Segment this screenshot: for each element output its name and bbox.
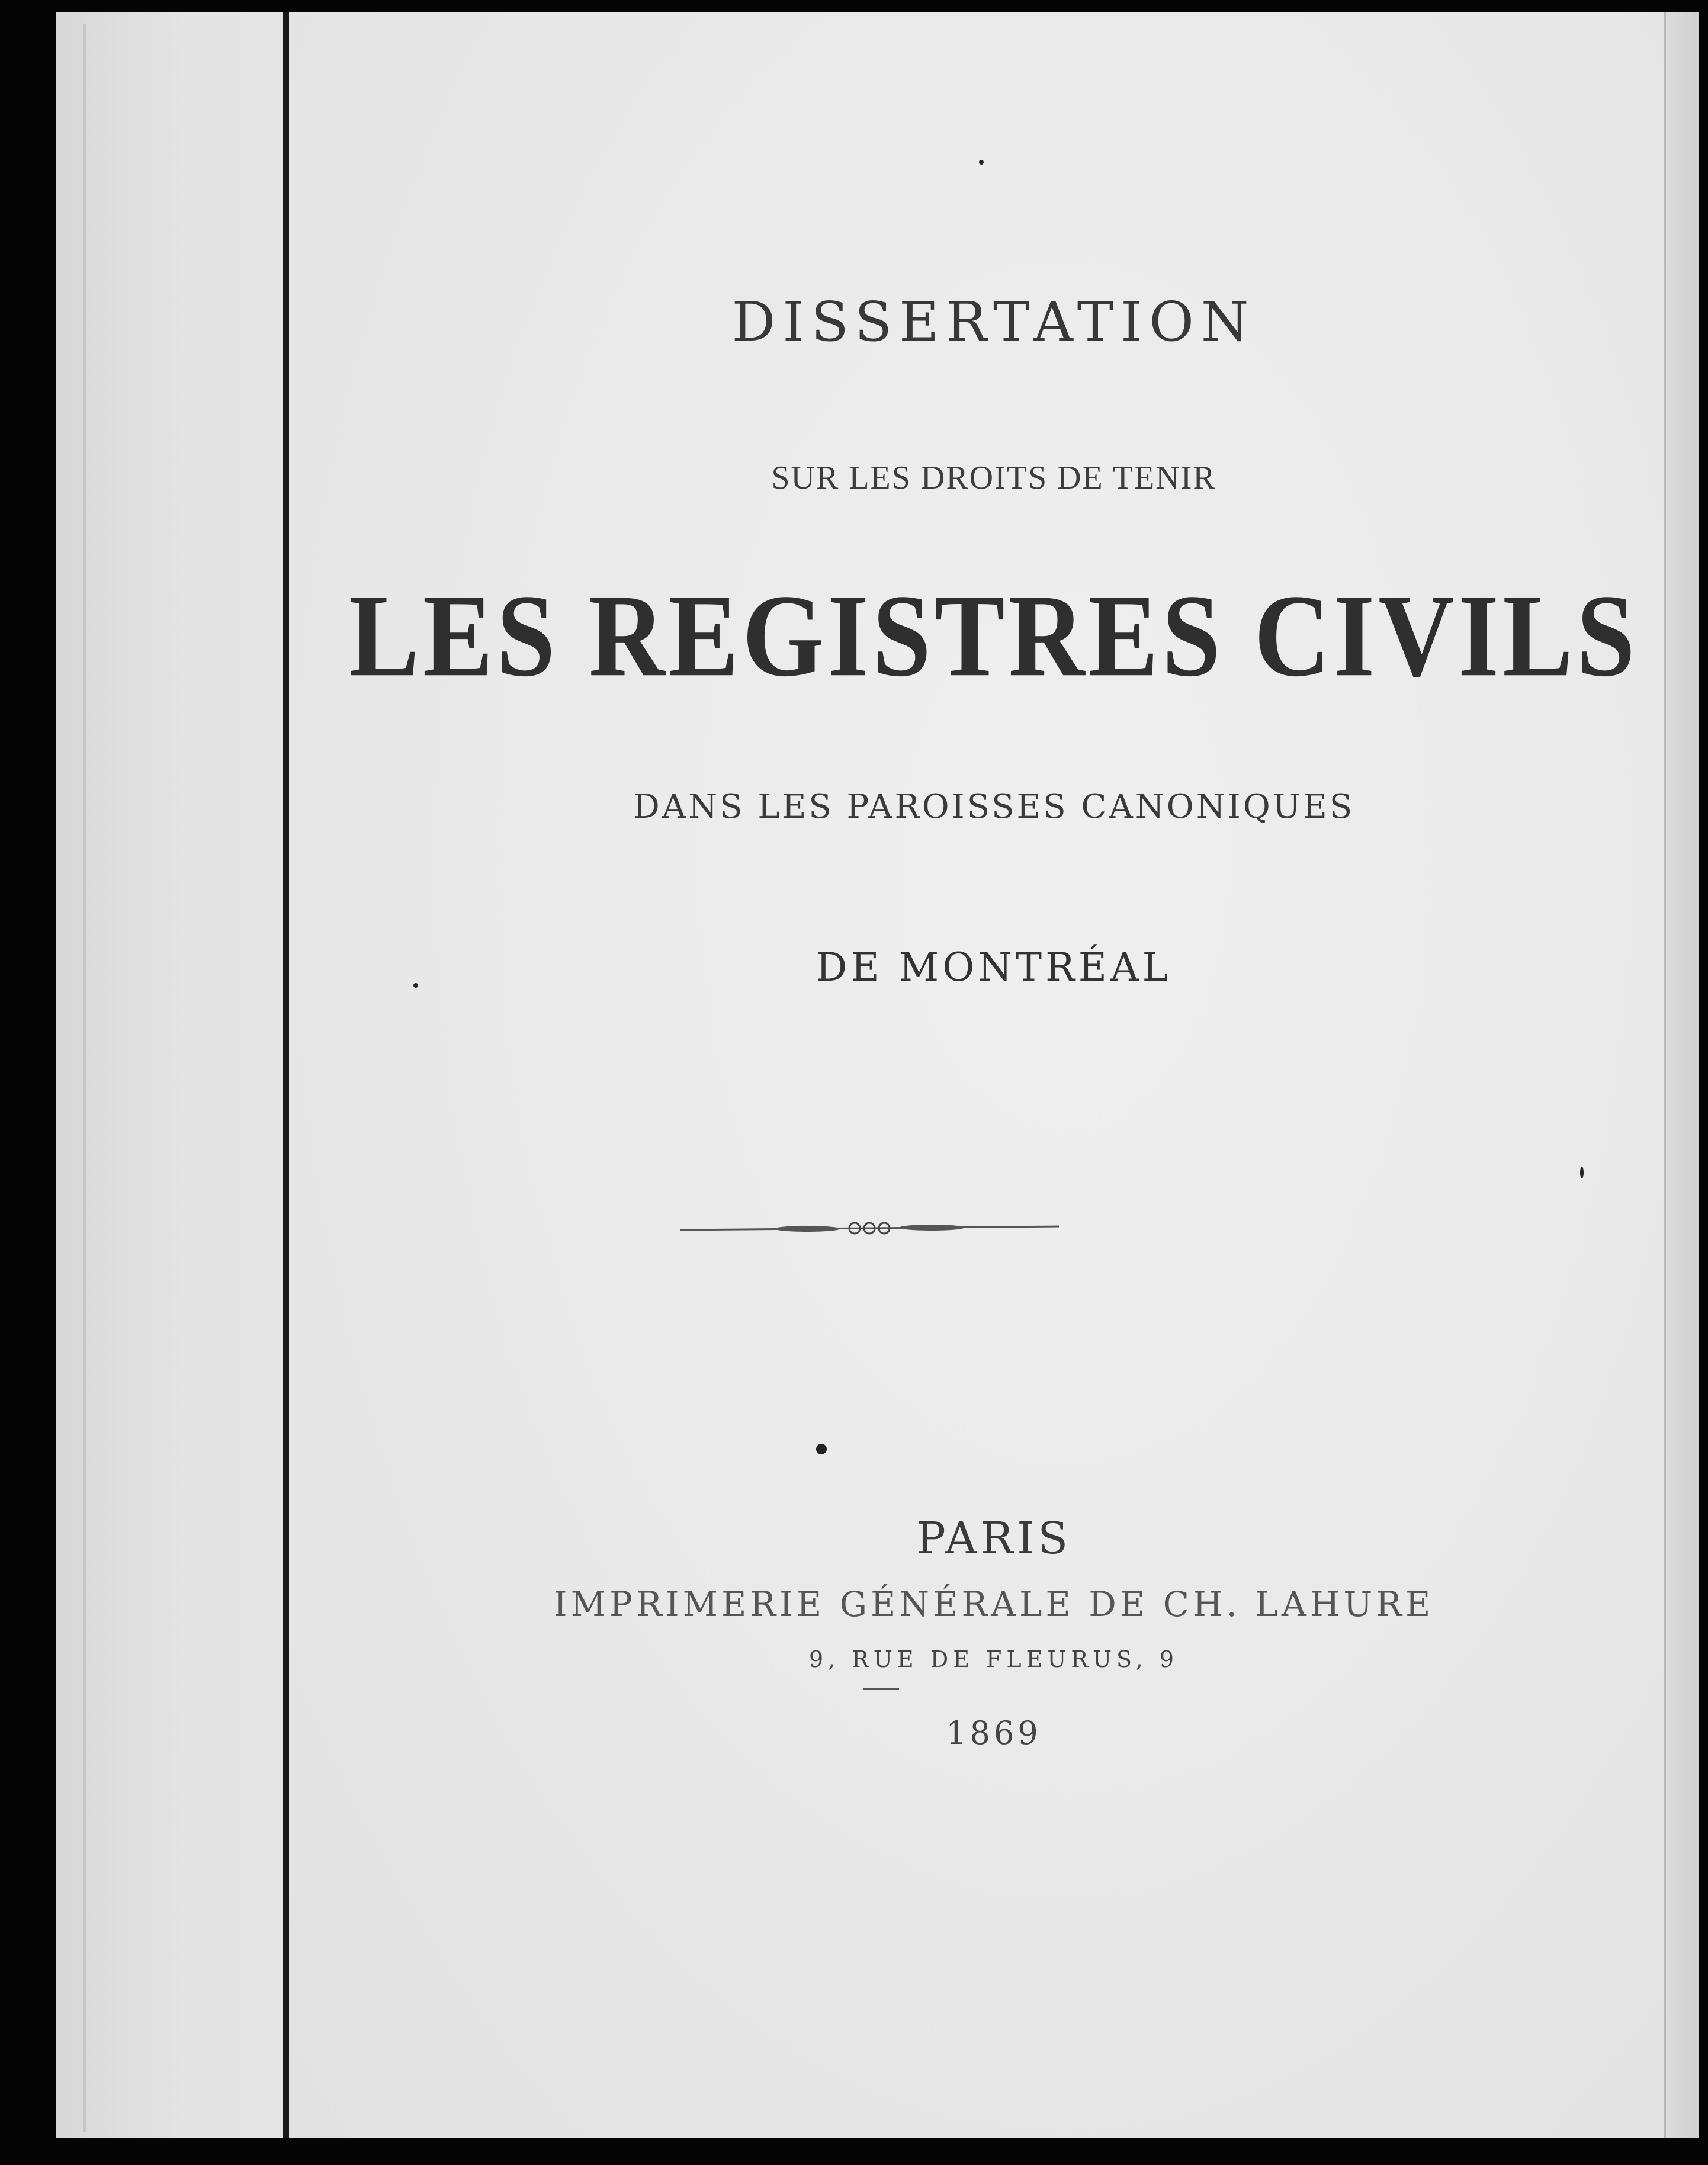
imprint-year: 1869 [946, 1714, 1042, 1752]
ink-speck [816, 1444, 827, 1454]
main-heading: LES REGISTRES CIVILS [349, 570, 1639, 701]
ornamental-rule [680, 1217, 1059, 1241]
short-divider [863, 1688, 899, 1690]
ink-speck [1580, 1167, 1584, 1178]
backing-sheet-edge [83, 24, 86, 2132]
imprint-printer: IMPRIMERIE GÉNÉRALE DE CH. LAHURE [553, 1584, 1434, 1624]
subtitle-line-2: DANS LES PAROISSES CANONIQUES [633, 788, 1355, 826]
ink-speck [979, 160, 984, 165]
title-page [283, 12, 1699, 2138]
ink-speck [413, 983, 418, 988]
imprint-city: PARIS [916, 1513, 1072, 1564]
subtitle-line-1: SUR LES DROITS DE TENIR [771, 460, 1216, 496]
subtitle-line-3: DE MONTRÉAL [816, 945, 1172, 990]
imprint-address: 9, RUE DE FLEURUS, 9 [808, 1646, 1179, 1672]
title: DISSERTATION [731, 290, 1256, 354]
